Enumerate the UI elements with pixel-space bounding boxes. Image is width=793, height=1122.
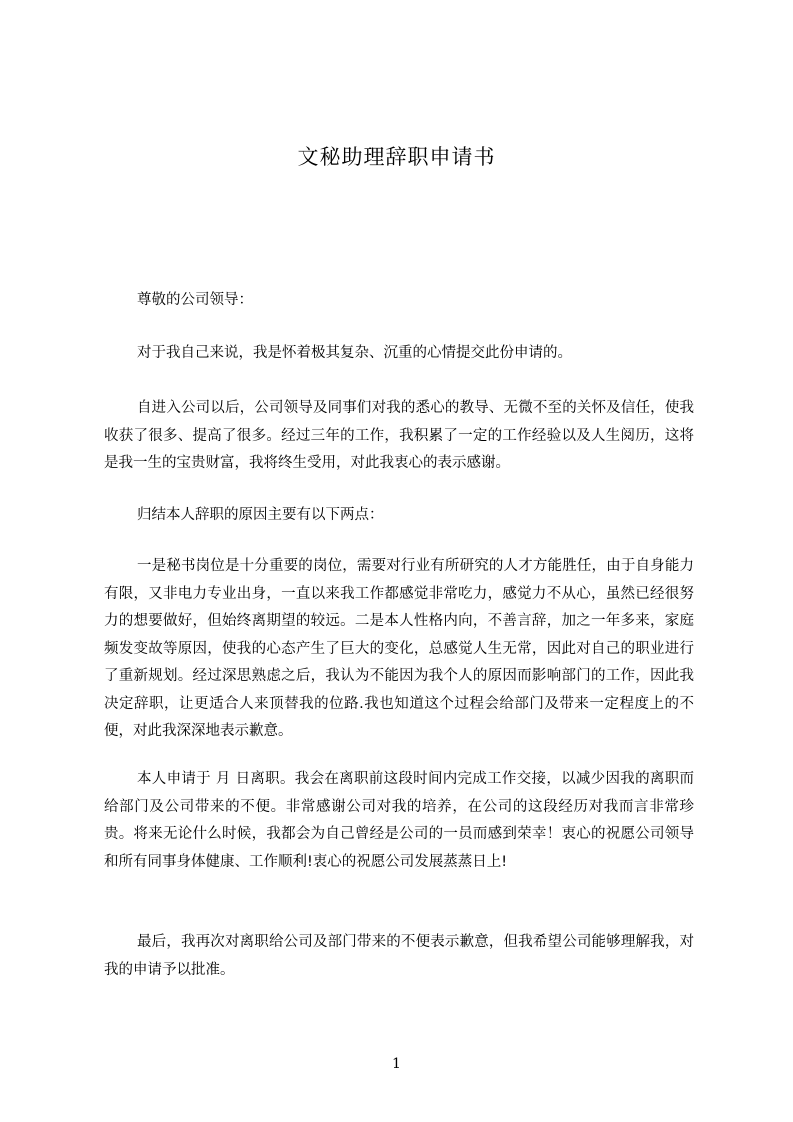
paragraph-departure: 本人申请于 月 日离职。我会在离职前这段时间内完成工作交接，以减少因我的离职而给部门及公司带来的不便。非常感谢公司对我的培养，在公司的这段经历对我而言非常珍贵。将来无论什么时候，我都会为自己曾经是公司的一员而感到荣幸！衷心的祝愿公司领导和所有同事身体健康、工作顺利!衷心的祝愿公司发展蒸蒸日上! <box>104 771 694 870</box>
paragraph-intro: 对于我自己来说，我是怀着极其复杂、沉重的心情提交此份申请的。 <box>137 345 572 361</box>
greeting: 尊敬的公司领导： <box>137 292 253 308</box>
paragraph-reasons-heading: 归结本人辞职的原因主要有以下两点： <box>137 507 384 523</box>
page-number: 1 <box>392 1056 401 1072</box>
paragraph-reasons: 一是秘书岗位是十分重要的岗位，需要对行业有所研究的人才方能胜任，由于自身能力有限，又非电力专业出身，一直以来我工作都感觉非常吃力，感觉力不从心，虽然已经很努力的想要做好，但始终离期望的较远。二是本人性格内向，不善言辞，加之一年多来，家庭频发变故等原因，使我的心态产生了巨大的变化，总感觉人生无常，因此对自己的职业进行了重新规划。经过深思熟虑之后，我认为不能因为我个人的原因而影响部门的工作，因此我决定辞职，让更适合人来顶替我的位路.我也知道这个过程会给部门及带来一定程度上的不便，对此我深深地表示歉意。 <box>104 558 694 739</box>
paragraph-gratitude: 自进入公司以后，公司领导及同事们对我的悉心的教导、无微不至的关怀及信任，使我收获了很多、提高了很多。经过三年的工作，我积累了一定的工作经验以及人生阅历，这将是我一生的宝贵财富，我将终生受用，对此我衷心的表示感谢。 <box>104 400 694 471</box>
paragraph-closing: 最后，我再次对离职给公司及部门带来的不便表示歉意，但我希望公司能够理解我，对我的申请予以批准。 <box>104 934 694 978</box>
document-title: 文秘助理辞职申请书 <box>297 145 496 169</box>
